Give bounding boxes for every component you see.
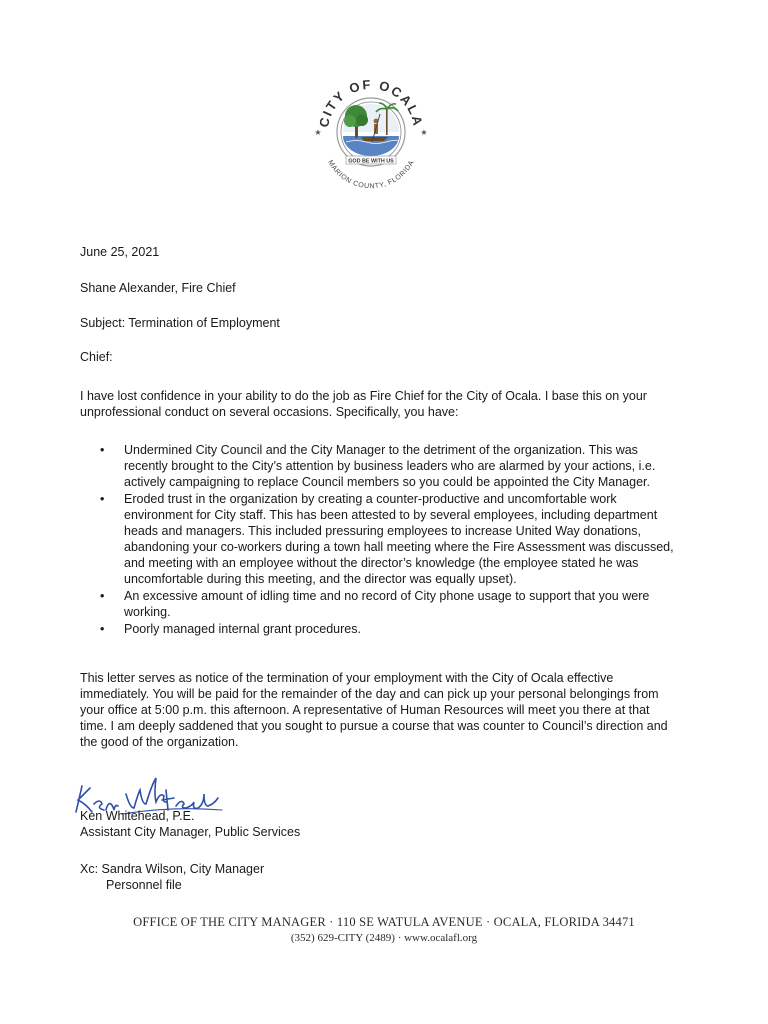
cc-line: Personnel file	[106, 878, 182, 892]
signer-title: Assistant City Manager, Public Services	[80, 825, 301, 839]
footer-address: OFFICE OF THE CITY MANAGER · 110 SE WATULA AVENUE · OCALA, FLORIDA 34471	[133, 915, 635, 929]
seal-top-text: CITY OF OCALA	[316, 76, 426, 129]
closing-paragraph: This letter serves as notice of the termination of your employment with the City of Ocala effective immediately. You will be paid for the remainder of the day and can pick up your personal belongings from your office at 5:00 p.m. this afternoon. A representative of Human Resources will meet you there at that time. I am deeply saddened that you sought to pursue a course that was counter to Council’s direction and the good of the organization.	[80, 671, 668, 749]
bullet-icon: •	[100, 492, 105, 506]
recipient-line: Shane Alexander, Fire Chief	[80, 281, 236, 295]
svg-text:★: ★	[420, 128, 428, 137]
list-item	[80, 491, 680, 587]
bullet-icon: •	[100, 622, 105, 636]
city-seal-logo	[306, 64, 436, 198]
salutation: Chief:	[80, 350, 113, 364]
intro-paragraph: I have lost confidence in your ability to do the job as Fire Chief for the City of Ocala. I base this on your unprofessional conduct on several occasions. Specifically, you have:	[80, 389, 647, 419]
list-item-text: An excessive amount of idling time and no record of City phone usage to support that you were working.	[124, 589, 650, 619]
letter-date: June 25, 2021	[80, 245, 160, 259]
list-item-text: Eroded trust in the organization by creating a counter-productive and uncomfortable work environment for City staff. This has been attested to by several employees, including department heads and managers. This included pressuring employees to increase United Way donations, abandoning your co-workers during a town hall meeting where the Fire Assessment was discussed, and meeting with an employee without the director’s knowledge (the employee stated he was uncomfortable during this meeting, and the director was equally upset).	[124, 492, 674, 586]
list-item	[80, 621, 680, 637]
bullet-icon: •	[100, 443, 105, 457]
list-item	[80, 588, 680, 620]
footer-contact: (352) 629-CITY (2489) · www.ocalafl.org	[290, 932, 478, 944]
bullet-icon: •	[100, 589, 105, 603]
seal-bottom-text: MARION COUNTY, FLORIDA	[326, 159, 416, 191]
seal-motto: GOD BE WITH US	[348, 158, 394, 165]
list-item-text: Undermined City Council and the City Manager to the detriment of the organization. This was recently brought to the City’s attention by business leaders who are alarmed by your actions, i.e. actively campaigning to replace Council members so you could be appointed the City Manager.	[124, 443, 656, 489]
reasons-list	[80, 442, 680, 638]
signer-name: Ken Whitehead, P.E.	[80, 809, 195, 823]
svg-text:★: ★	[314, 128, 322, 137]
list-item	[80, 442, 680, 490]
subject-line: Subject: Termination of Employment	[80, 316, 280, 330]
cc-line: Xc: Sandra Wilson, City Manager	[80, 862, 265, 876]
list-item-text: Poorly managed internal grant procedures.	[124, 622, 361, 636]
cc-block	[80, 861, 264, 893]
signature-block	[80, 808, 300, 840]
